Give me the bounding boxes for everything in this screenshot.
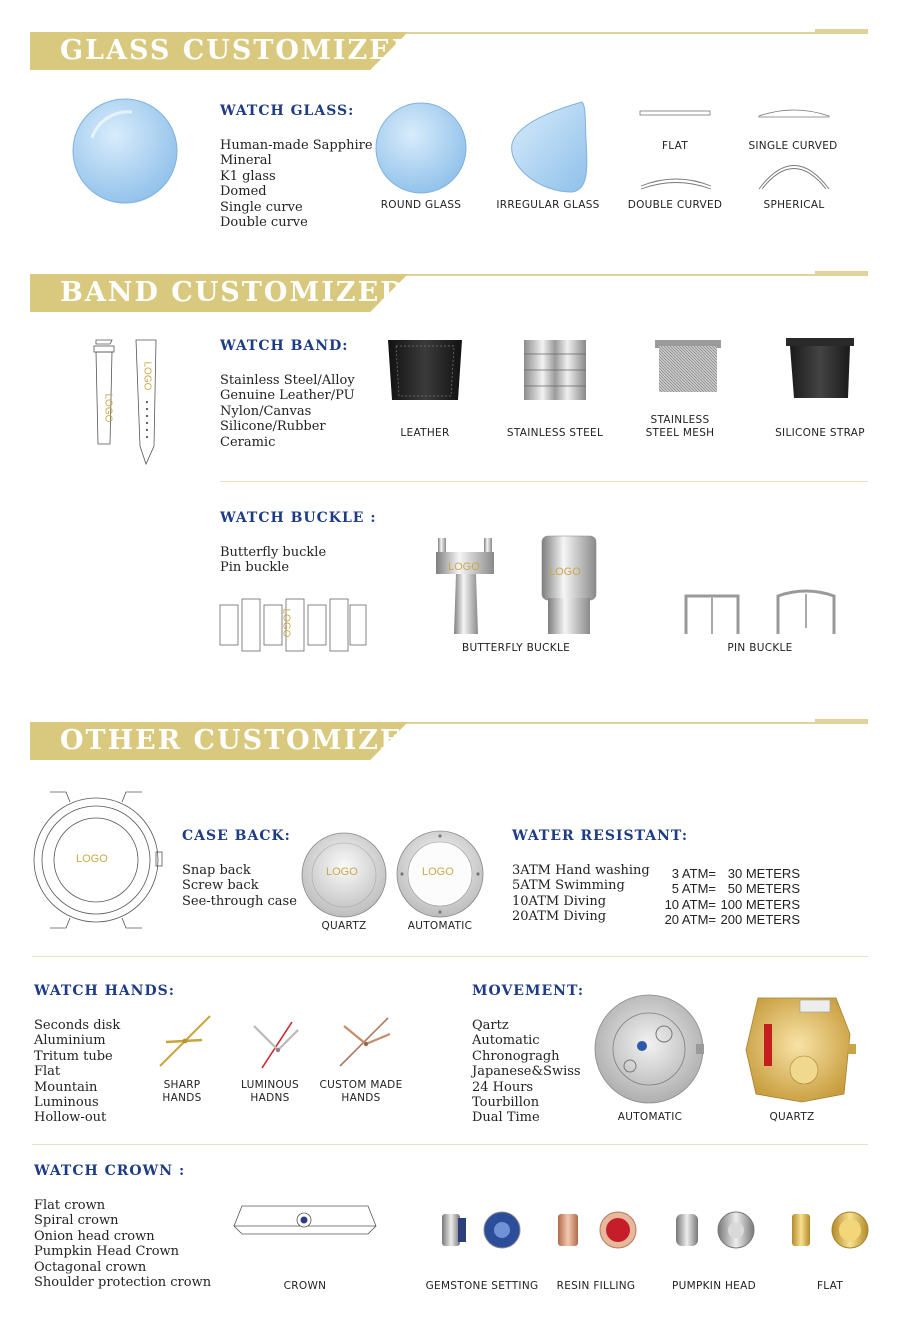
case-back-heading: CASE BACK:	[182, 828, 291, 844]
glass-banner-title: GLASS CUSTOMIZED	[60, 35, 418, 66]
atm-value: 20 ATM=	[664, 912, 716, 928]
glass-disc-illustration	[72, 98, 178, 204]
list-item: Aluminium	[34, 1033, 106, 1049]
atm-value: 3 ATM=	[671, 866, 716, 881]
list-item: Flat	[34, 1064, 61, 1080]
watch-glass-heading: WATCH GLASS:	[220, 103, 355, 119]
sharp-hands-caption: SHARP HANDS	[162, 1079, 202, 1104]
watch-buckle-heading: WATCH BUCKLE :	[220, 510, 377, 526]
gemstone-setting-crown-image	[440, 1210, 522, 1250]
resin-filling-caption: RESIN FILLING	[556, 1280, 636, 1292]
single-curved-profile-icon	[758, 106, 830, 118]
automatic-case-back-logo: LOGO	[422, 866, 454, 878]
list-item: Mountain	[34, 1079, 98, 1095]
flat-crown-caption: FLAT	[816, 1280, 844, 1292]
pin-buckle-side-image	[776, 588, 836, 634]
round-glass-caption: ROUND GLASS	[380, 199, 462, 211]
automatic-movement-caption: AUTOMATIC	[617, 1111, 683, 1123]
butterfly-buckle-front-image	[538, 536, 600, 634]
list-item: Chronogragh	[472, 1048, 560, 1064]
case-back-logo: LOGO	[76, 853, 108, 865]
crown-caption: CROWN	[283, 1280, 327, 1292]
list-item: 20ATM Diving	[512, 909, 607, 925]
stainless-steel-caption: STAINLESS STEEL	[506, 427, 604, 439]
list-item: Octagonal crown	[34, 1259, 147, 1275]
steel-mesh-band-image	[655, 340, 721, 394]
list-item: Single curve	[220, 199, 303, 215]
list-item: K1 glass	[220, 168, 276, 184]
strap-logo-right: LOGO	[141, 361, 153, 391]
meters-value: 100 METERS	[720, 896, 800, 912]
section-rule-tab	[815, 29, 868, 34]
list-item: Spiral crown	[34, 1213, 119, 1229]
pin-buckle-front-image	[684, 592, 740, 634]
list-item: Stainless Steel/Alloy	[220, 373, 355, 388]
list-item: Double curve	[220, 214, 308, 230]
list-item: Genuine Leather/PU	[220, 388, 355, 404]
list-item: Onion head crown	[34, 1228, 155, 1244]
spherical-profile-icon	[758, 162, 830, 190]
band-banner-title: BAND CUSTOMIZED	[60, 277, 406, 308]
luminous-hands-icon	[246, 1016, 302, 1072]
steel-mesh-caption: STAINLESS STEEL MESH	[645, 414, 715, 439]
list-item: Butterfly buckle	[220, 545, 327, 560]
custom-made-hands-caption: CUSTOM MADE HANDS	[319, 1079, 403, 1104]
pumpkin-head-crown-image	[674, 1210, 756, 1250]
list-item: Ceramic	[220, 434, 276, 450]
irregular-glass-caption: IRREGULAR GLASS	[496, 199, 600, 211]
list-item: Domed	[220, 184, 267, 200]
list-item: Pin buckle	[220, 560, 290, 576]
list-item: Automatic	[472, 1033, 540, 1049]
other-divider-1	[32, 956, 868, 957]
flat-profile-icon	[640, 110, 710, 118]
list-item: Shoulder protection crown	[34, 1274, 212, 1290]
round-glass-illustration	[375, 102, 467, 194]
watch-hands-heading: WATCH HANDS:	[34, 983, 175, 999]
water-resistant-list	[512, 863, 650, 925]
list-item: 3ATM Hand washing	[512, 863, 650, 878]
stainless-steel-band-image	[522, 338, 588, 402]
list-item: 10ATM Diving	[512, 893, 607, 909]
section-rule-tab	[815, 271, 868, 276]
quartz-movement-caption: QUARTZ	[769, 1111, 815, 1123]
list-item: 5ATM Swimming	[512, 878, 625, 894]
list-item: Snap back	[182, 863, 251, 878]
atm-value: 5 ATM=	[671, 881, 716, 897]
silicone-strap-image	[786, 338, 854, 400]
meters-value: 200 METERS	[720, 912, 800, 928]
butterfly-buckle-caption: BUTTERFLY BUCKLE	[461, 642, 571, 654]
single-curved-profile-caption: SINGLE CURVED	[748, 140, 838, 152]
quartz-case-back-caption: QUARTZ	[321, 920, 367, 932]
butterfly-buckle-side-image	[436, 538, 496, 634]
list-item: Tourbillon	[472, 1094, 540, 1110]
list-item: Flat crown	[34, 1198, 106, 1213]
list-item: Human-made Sapphire	[220, 138, 373, 153]
gemstone-setting-caption: GEMSTONE SETTING	[425, 1280, 539, 1292]
pumpkin-head-caption: PUMPKIN HEAD	[672, 1280, 756, 1292]
band-material-list	[220, 373, 355, 450]
atm-value: 10 ATM=	[664, 896, 716, 912]
meters-value: 50 METERS	[727, 881, 800, 897]
section-rule	[405, 32, 868, 34]
bracelet-line-drawing	[220, 597, 368, 653]
band-divider	[220, 481, 868, 482]
case-back-list	[182, 863, 297, 909]
other-divider-2	[32, 1144, 868, 1145]
water-resistant-heading: WATER RESISTANT:	[512, 828, 688, 844]
watch-band-heading: WATCH BAND:	[220, 338, 349, 354]
watch-crown-heading: WATCH CROWN :	[34, 1163, 186, 1179]
section-rule	[405, 274, 868, 276]
list-item: Japanese&Swiss	[472, 1064, 581, 1080]
flat-profile-caption: FLAT	[661, 140, 689, 152]
list-item: Mineral	[220, 153, 272, 169]
list-item: Hollow-out	[34, 1110, 107, 1126]
list-item: 24 Hours	[472, 1079, 534, 1095]
list-item: Pumpkin Head Crown	[34, 1244, 180, 1260]
irregular-glass-illustration	[508, 100, 588, 196]
leather-band-image	[386, 338, 464, 402]
watch-hands-list	[34, 1018, 120, 1126]
list-item: Nylon/Canvas	[220, 403, 312, 419]
watch-crown-list	[34, 1198, 211, 1290]
list-item: Tritum tube	[34, 1048, 113, 1064]
movement-heading: MOVEMENT:	[472, 983, 585, 999]
crown-case-line-drawing	[232, 1200, 378, 1240]
bracelet-logo: LOGO	[280, 608, 292, 638]
atm-column	[640, 866, 716, 928]
other-banner-title: OTHER CUSTOMIZED	[60, 725, 428, 756]
sharp-hands-icon	[156, 1012, 214, 1070]
double-curved-profile-icon	[640, 176, 712, 190]
list-item: Qartz	[472, 1018, 509, 1033]
spherical-profile-caption: SPHERICAL	[763, 199, 825, 211]
list-item: Screw back	[182, 878, 259, 894]
luminous-hands-caption: LUMINOUS HADNS	[240, 1079, 300, 1104]
quartz-case-back-logo: LOGO	[326, 866, 358, 878]
section-rule	[405, 722, 868, 724]
meters-value: 30 METERS	[727, 866, 800, 881]
buckle-type-list	[220, 545, 326, 576]
automatic-case-back-caption: AUTOMATIC	[407, 920, 473, 932]
resin-filling-crown-image	[556, 1210, 638, 1250]
list-item: See-through case	[182, 893, 297, 909]
pin-buckle-caption: PIN BUCKLE	[727, 642, 793, 654]
buckle-logo-1: LOGO	[448, 561, 480, 573]
double-curved-profile-caption: DOUBLE CURVED	[627, 199, 723, 211]
section-rule-tab	[815, 719, 868, 724]
list-item: Seconds disk	[34, 1018, 121, 1033]
flat-crown-image	[790, 1210, 872, 1250]
silicone-strap-caption: SILICONE STRAP	[775, 427, 865, 439]
list-item: Silicone/Rubber	[220, 419, 326, 435]
list-item: Dual Time	[472, 1110, 540, 1126]
list-item: Luminous	[34, 1094, 99, 1110]
custom-made-hands-icon	[338, 1014, 394, 1070]
strap-logo-left: LOGO	[102, 393, 114, 423]
movement-list	[472, 1018, 581, 1126]
buckle-logo-2: LOGO	[549, 566, 581, 578]
glass-material-list	[220, 138, 373, 230]
meters-column	[714, 866, 800, 928]
leather-caption: LEATHER	[400, 427, 450, 439]
automatic-movement-image	[594, 994, 704, 1104]
quartz-movement-image	[742, 994, 856, 1104]
